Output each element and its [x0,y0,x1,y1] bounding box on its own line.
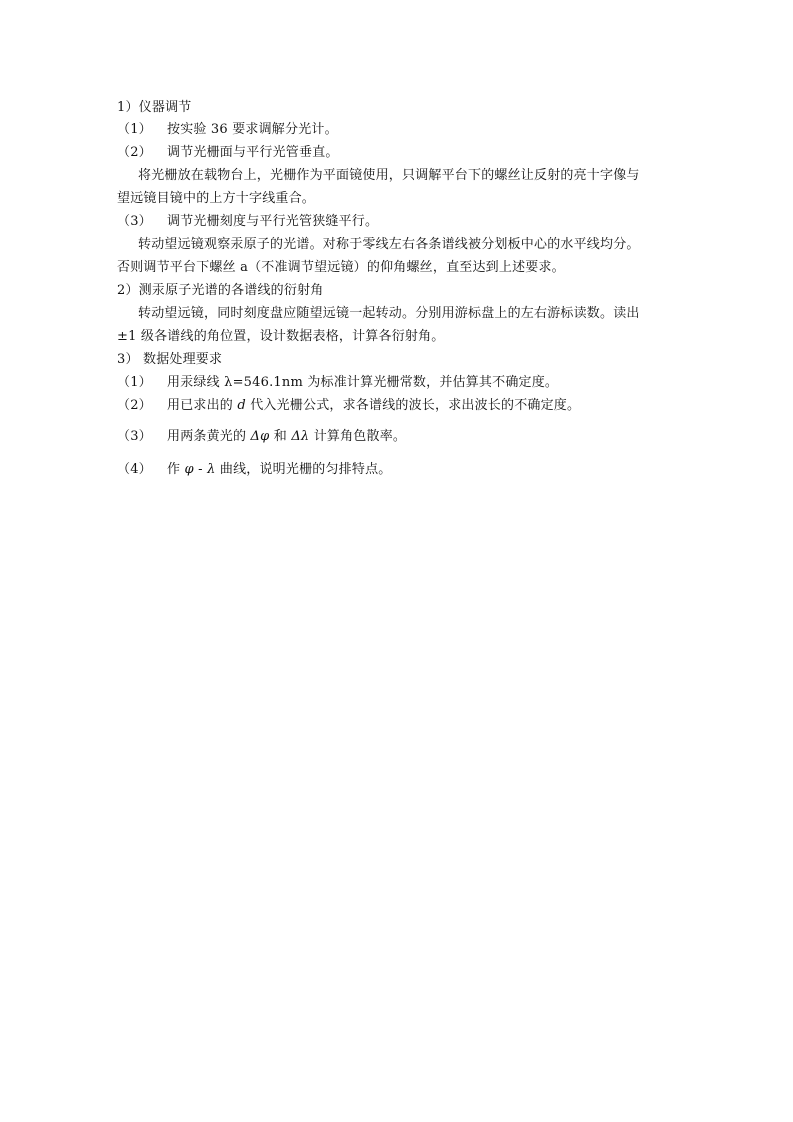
step-text: 调节光栅面与平行光管垂直。 [167,145,339,160]
section-heading-data-processing [117,351,222,369]
paragraph-line [117,328,445,346]
requirement-text: 曲线，说明光栅的匀排特点。 [215,462,392,477]
paragraph-text: 转动望远镜，同时刻度盘应随望远镜一起转动。分别用游标盘上的左右游标读数。读出 [138,306,640,321]
paragraph-text: 望远镜目镜中的上方十字线重合。 [117,191,316,206]
requirement-text: 代入光栅公式，求各谱线的波长，求出波长的不确定度。 [245,398,581,413]
step-number: （2） [117,145,152,160]
heading-text: 2）测汞原子光谱的各谱线的衍射角 [117,283,324,298]
heading-text: 3） 数据处理要求 [117,352,223,367]
paragraph-line [117,259,565,277]
paragraph-text: 将光栅放在载物台上，光栅作为平面镜使用，只调解平台下的螺丝让反射的亮十字像与 [138,168,640,183]
math-symbol-d: d [237,398,246,413]
step-1-line [117,121,338,139]
step-3-line [117,213,378,231]
paragraph-line [117,236,640,254]
paragraph-text: 否则调节平台下螺丝 a（不准调节望远镜）的仰角螺丝，直至达到上述要求。 [117,260,565,275]
requirement-number: （3） [117,429,152,444]
math-symbol-delta-phi: Δφ [250,429,270,444]
step-text: 按实验 36 要求调解分光计。 [167,122,338,137]
requirement-3-line [117,428,406,446]
heading-text: 1）仪器调节 [117,100,192,115]
requirement-number: （1） [117,375,152,390]
paragraph-text: 转动望远镜观察汞原子的光谱。对称于零线左右各条谱线被分划板中心的水平线均分。 [138,237,640,252]
paragraph-line [117,190,315,208]
math-symbol-phi-lambda: φ - λ [184,462,216,477]
step-number: （1） [117,122,152,137]
requirement-text: 计算角色散率。 [309,429,407,444]
requirement-text: 用汞绿线 λ=546.1nm 为标准计算光栅常数，并估算其不确定度。 [167,375,559,390]
requirement-text: 用已求出的 [167,398,238,413]
math-symbol-delta-lambda: Δλ [291,429,310,444]
step-number: （3） [117,214,152,229]
section-heading-diffraction-angle [117,282,323,300]
requirement-text: 用两条黄光的 [167,429,251,444]
paragraph-text: ±1 级各谱线的角位置，设计数据表格，计算各衍射角。 [117,329,445,344]
requirement-number: （2） [117,398,152,413]
requirement-text: 和 [269,429,292,444]
step-text: 调节光栅刻度与平行光管狭缝平行。 [167,214,379,229]
paragraph-line [117,167,640,185]
requirement-2-line [117,397,580,415]
requirement-number: （4） [117,462,152,477]
section-heading-instrument-adjustment [117,99,191,117]
step-2-line [117,144,339,162]
requirement-1-line [117,374,558,392]
requirement-4-line [117,461,391,479]
paragraph-line [117,305,640,323]
requirement-text: 作 [167,462,185,477]
